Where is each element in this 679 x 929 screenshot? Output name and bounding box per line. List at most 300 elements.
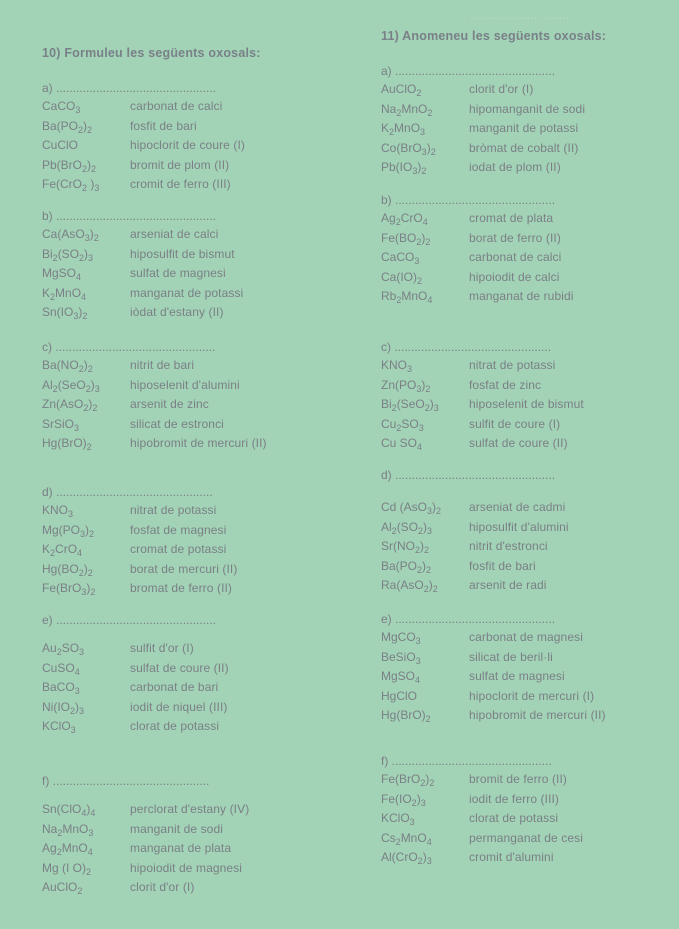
compound-row xyxy=(381,669,565,689)
formula: $KNO_3$ xyxy=(42,503,74,519)
subscript: 2 xyxy=(417,564,423,575)
compound-name: arseniat de calci xyxy=(130,227,219,241)
subscript: 2 xyxy=(425,383,431,394)
compound-name: clorit d'or (I) xyxy=(469,82,534,96)
compound-row xyxy=(42,581,233,601)
formula: Cu $SO_4$ xyxy=(381,436,423,453)
formula: Fe(CrO$_2$ )$_3$ xyxy=(42,177,100,194)
compound-name: iodit de niquel (III) xyxy=(130,699,228,714)
subscript: 3 xyxy=(421,146,427,157)
compound-name: silicat de beril·li xyxy=(469,649,553,664)
compound-name: nitrat de potassi xyxy=(130,503,217,517)
compound-name: arsenit de radi xyxy=(469,578,547,593)
left-section-e xyxy=(42,613,229,739)
compound-name: silicat de estronci xyxy=(130,416,224,431)
compound-name: carbonat de calci xyxy=(130,99,223,113)
formula: $Rb_2MnO_4$ xyxy=(381,289,433,306)
compound-name: borat de ferro (II) xyxy=(469,230,561,245)
compound-name: iòdat d'estany (II) xyxy=(130,305,224,320)
subscript: 4 xyxy=(74,666,80,677)
compound-row xyxy=(42,377,240,398)
subscript: 3 xyxy=(412,166,418,177)
compound-row xyxy=(42,802,250,822)
section-label: c) ............................................... xyxy=(381,340,552,354)
compound-name: cromat de potassi xyxy=(130,542,227,557)
subscript: 3 xyxy=(433,403,439,414)
compound-name: hiposelenit d'alumini xyxy=(130,377,240,392)
left-section-f xyxy=(42,774,250,900)
compound-row xyxy=(381,519,569,540)
subscript: 2 xyxy=(56,847,62,858)
compound-row xyxy=(381,850,552,870)
subscript: 2 xyxy=(395,217,401,227)
subscript: 2 xyxy=(391,525,397,536)
subscript: 2 xyxy=(91,163,97,174)
compound-row xyxy=(42,522,227,543)
formula: $Ba(PO_2)_2$ xyxy=(42,118,93,135)
compound-name: sulfat de coure (II) xyxy=(469,436,568,451)
compound-row xyxy=(381,559,555,579)
subscript: 3 xyxy=(68,509,74,519)
subscript: 3 xyxy=(407,364,413,374)
formula: $Fe(IO_2)_3$ xyxy=(381,791,426,808)
formula: $Mg(PO_3)_2$ xyxy=(42,522,95,539)
compound-name: carbonat de bari xyxy=(130,680,219,695)
subscript: 2 xyxy=(56,647,62,657)
compound-row xyxy=(381,397,584,417)
formula: $Pb(BrO_2)_2$ xyxy=(42,157,97,174)
compound-name: sulfat de magnesi xyxy=(469,669,565,684)
formula: $Cs_2MnO_4$ xyxy=(381,830,432,847)
left-section-b xyxy=(42,209,244,325)
right-section-e xyxy=(381,612,606,728)
subscript: 2 xyxy=(426,564,432,575)
compound-name: clorat de potassi xyxy=(130,719,220,734)
compound-row xyxy=(381,358,556,378)
formula: MgSO$_4$ xyxy=(381,669,421,686)
subscript: 2 xyxy=(418,525,424,536)
formula: $Al_2(SO_2)_3$ xyxy=(381,519,433,536)
subscript: 3 xyxy=(70,725,76,736)
compound-name: manganat de potassi xyxy=(130,285,244,300)
compound-row xyxy=(42,138,246,158)
subscript: 3 xyxy=(84,233,90,243)
subscript: 3 xyxy=(75,105,81,115)
subscript: 2 xyxy=(85,383,91,394)
formula: CaCO$_3$ xyxy=(381,250,420,267)
compound-row xyxy=(42,227,219,247)
compound-row xyxy=(381,101,586,122)
watermark: ......... ......... ........ xyxy=(470,10,570,22)
compound-name: manganit de sodi xyxy=(130,821,223,836)
compound-row xyxy=(42,561,238,582)
section-label: f) ................................................ xyxy=(381,754,552,768)
compound-name: hipoclorit de coure (I) xyxy=(130,138,246,153)
subscript: 2 xyxy=(424,403,430,414)
compound-row xyxy=(381,160,561,180)
section-label: a) ................................................ xyxy=(42,81,217,95)
compound-row xyxy=(381,378,551,398)
formula: $Fe(BO_2)_2$ xyxy=(381,230,431,247)
formula: CaCO$_3$ xyxy=(42,99,81,115)
formula: BeSiO$_3$ xyxy=(381,649,421,666)
formula: $Sn(IO_3)_2$ xyxy=(42,305,88,322)
subscript: 3 xyxy=(73,311,79,322)
subscript: 2 xyxy=(395,836,401,847)
subscript: 2 xyxy=(78,364,84,374)
formula: $Co(BrO_3)_2$ xyxy=(381,140,436,157)
section-label: c) ................................................ xyxy=(42,340,216,354)
compound-name: clorat de potassi xyxy=(469,811,559,826)
compound-row xyxy=(381,416,561,437)
compound-name: fosfat de magnesi xyxy=(130,522,227,537)
formula: $Ra(AsO_2)_2$ xyxy=(381,578,438,595)
compound-name: carbonat de magnesi xyxy=(469,630,583,644)
compound-row xyxy=(42,157,230,178)
right-section-c xyxy=(381,340,584,456)
subscript: 3 xyxy=(88,252,94,263)
subscript: 2 xyxy=(427,107,433,118)
compound-row xyxy=(42,542,227,562)
subscript: 3 xyxy=(74,686,80,697)
compound-row xyxy=(381,269,560,290)
compound-name: sulfat de magnesi xyxy=(130,266,226,281)
subscript: 2 xyxy=(87,567,93,578)
compound-name: bròmat de cobalt (II) xyxy=(469,140,579,155)
subscript: 3 xyxy=(427,506,433,516)
right-section-f xyxy=(381,754,583,870)
subscript: 3 xyxy=(427,525,433,536)
subscript: 2 xyxy=(82,183,88,194)
compound-name: cromit d'alumini xyxy=(469,850,554,865)
compound-row xyxy=(381,772,568,792)
subscript: 3 xyxy=(94,383,100,394)
compound-name: permanganat de cesi xyxy=(469,830,583,845)
formula: $Bi_2(SeO_2)_3$ xyxy=(381,397,439,414)
compound-row xyxy=(42,821,223,842)
formula: $Al(CrO_2)_3$ xyxy=(381,850,432,867)
subscript: 4 xyxy=(76,272,82,283)
subscript: 3 xyxy=(415,655,421,666)
subscript: 2 xyxy=(396,295,402,306)
compound-row xyxy=(381,140,579,161)
subscript: 4 xyxy=(427,295,433,306)
subscript: 3 xyxy=(420,127,426,138)
compound-row xyxy=(381,230,561,251)
compound-row xyxy=(42,416,224,437)
compound-row xyxy=(42,880,209,900)
subscript: 3 xyxy=(94,183,100,194)
compound-name: carbonat de calci xyxy=(469,250,562,265)
compound-name: nitrit de bari xyxy=(130,358,195,372)
formula: $Zn(PO_3)_2$ xyxy=(381,377,431,394)
formula: $Fe(BrO_3)_2$ xyxy=(42,581,96,598)
formula: CuSO$_4$ xyxy=(42,660,80,677)
compound-row xyxy=(42,436,267,456)
compound-row xyxy=(381,211,555,231)
compound-row xyxy=(42,719,220,739)
subscript: 2 xyxy=(416,236,422,247)
compound-name: cromit de ferro (III) xyxy=(130,177,231,192)
formula: AuClO$_2$ xyxy=(381,82,422,98)
subscript: 3 xyxy=(74,422,80,433)
subscript: 4 xyxy=(87,847,93,858)
compound-name: cromat de plata xyxy=(469,211,554,225)
subscript: 2 xyxy=(423,584,429,595)
formula: $Ba(NO_2)_2$ xyxy=(42,358,93,374)
subscript: 2 xyxy=(50,291,56,302)
subscript: 2 xyxy=(57,827,63,838)
subscript: 4 xyxy=(77,548,83,559)
formula: SrSiO$_3$ xyxy=(42,416,80,433)
formula: $Zn(AsO_2)_2$ xyxy=(42,397,98,414)
compound-row xyxy=(381,811,559,831)
compound-row xyxy=(42,680,219,700)
section-label: f) ............................................... xyxy=(42,774,210,788)
compound-name: clorit d'or (I) xyxy=(130,880,195,895)
formula: $Cu_2SO_3$ xyxy=(381,416,424,433)
compound-row xyxy=(381,250,562,270)
compound-row xyxy=(42,358,215,378)
compound-name: fosfat de zinc xyxy=(469,377,542,392)
subscript: 2 xyxy=(70,705,76,716)
exercise-11-title: 11) Anomeneu les següents oxosals: xyxy=(381,29,607,43)
compound-name: hipoiodit de calci xyxy=(469,269,560,284)
subscript: 2 xyxy=(83,403,89,414)
formula: AuClO$_2$ xyxy=(42,880,83,897)
subscript: 2 xyxy=(86,442,92,453)
compound-name: iodit de ferro (III) xyxy=(469,791,560,806)
compound-row xyxy=(42,119,216,139)
subscript: 3 xyxy=(418,422,424,433)
compound-name: manganat de plata xyxy=(130,841,232,856)
compound-row xyxy=(381,500,566,520)
subscript: 3 xyxy=(88,827,94,838)
subscript: 3 xyxy=(409,817,415,828)
formula: $Hg(BO_2)_2$ xyxy=(42,561,93,578)
compound-row xyxy=(42,860,243,881)
subscript: 3 xyxy=(426,856,432,867)
compound-row xyxy=(381,688,595,709)
formula: $K_2CrO_4$ xyxy=(42,542,83,559)
compound-row xyxy=(381,436,568,456)
subscript: 3 xyxy=(80,528,86,539)
subscript: 2 xyxy=(424,545,430,556)
compound-name: sulfat de coure (II) xyxy=(130,660,229,675)
subscript: 3 xyxy=(79,705,85,716)
formula: CuClO xyxy=(42,138,79,153)
formula: $Al_2(SeO_2)_3$ xyxy=(42,377,100,394)
subscript: 4 xyxy=(415,675,421,686)
compound-row xyxy=(42,841,232,861)
formula: $Hg(BrO)_2$ xyxy=(42,436,92,453)
left-section-d xyxy=(42,485,238,601)
subscript: 4 xyxy=(81,808,87,818)
section-label: b) ................................................ xyxy=(42,209,217,223)
section-label: b) ................................................ xyxy=(381,193,556,207)
subscript: 4 xyxy=(417,442,423,453)
compound-row xyxy=(381,630,583,650)
compound-row xyxy=(381,578,555,598)
compound-row xyxy=(381,650,555,670)
formula: Mg (I $O)_2$ xyxy=(42,860,92,877)
subscript: 2 xyxy=(52,383,58,394)
subscript: 4 xyxy=(426,836,432,847)
formula: $KNO_3$ xyxy=(381,358,413,374)
formula: $Pb(IO_3)_2$ xyxy=(381,160,427,177)
section-label: d) ............................................... xyxy=(42,485,213,499)
compound-name: sulfit de coure (I) xyxy=(469,416,561,431)
compound-name: arseniat de cadmi xyxy=(469,500,566,514)
left-section-a xyxy=(42,81,246,197)
subscript: 2 xyxy=(389,127,395,138)
formula: $Na_2MnO_2$ xyxy=(381,101,433,118)
compound-name: borat de mercuri (II) xyxy=(130,561,238,576)
compound-name: fosfit de bari xyxy=(130,118,197,133)
compound-row xyxy=(381,289,574,309)
section-label: d) ................................................ xyxy=(381,468,556,482)
right-section-d xyxy=(381,468,569,598)
formula: $Ca(IO)_2$ xyxy=(381,269,423,286)
formula: KClO$_3$ xyxy=(42,719,76,736)
formula: $Au_2SO_3$ xyxy=(42,641,85,657)
compound-name: nitrat de potassi xyxy=(469,358,556,372)
right-section-b xyxy=(381,193,574,309)
compound-row xyxy=(42,266,226,286)
compound-row xyxy=(381,708,606,728)
subscript: 2 xyxy=(82,163,88,174)
subscript: 2 xyxy=(425,236,431,247)
subscript: 2 xyxy=(87,364,93,374)
compound-row xyxy=(42,285,244,306)
compound-name: iodat de plom (II) xyxy=(469,160,561,175)
compound-name: hipobromit de mercuri (II) xyxy=(469,708,606,723)
compound-name: nitrit d'estronci xyxy=(469,539,548,554)
formula: $Fe(BrO_2)_2$ xyxy=(381,772,435,788)
compound-row xyxy=(42,699,228,720)
formula: $Na_2MnO_3$ xyxy=(42,821,94,838)
compound-name: hipoiodit de magnesi xyxy=(130,860,243,875)
subscript: 2 xyxy=(411,797,417,808)
section-label: e) ................................................ xyxy=(42,613,217,627)
subscript: 2 xyxy=(90,587,96,598)
subscript: 4 xyxy=(422,217,428,227)
formula: $Ca(AsO_3)_2$ xyxy=(42,227,99,243)
formula: $Ag_2CrO_4$ xyxy=(381,211,428,227)
subscript: 2 xyxy=(82,311,88,322)
subscript: 2 xyxy=(391,403,397,414)
subscript: 2 xyxy=(396,107,402,118)
subscript: 3 xyxy=(416,383,422,394)
formula: $K_2MnO_4$ xyxy=(42,285,87,302)
compound-row xyxy=(42,503,217,523)
compound-name: bromit de ferro (II) xyxy=(469,772,568,786)
compound-name: hipobromit de mercuri (II) xyxy=(130,436,267,451)
formula: $Hg(BrO)_2$ xyxy=(381,708,431,725)
compound-row xyxy=(42,99,223,119)
subscript: 2 xyxy=(77,886,83,897)
formula: $Bi_2(SO_2)_3$ xyxy=(42,246,94,263)
compound-name: hipomanganit de sodi xyxy=(469,101,586,116)
compound-name: manganat de rubidi xyxy=(469,289,574,304)
compound-name: bromat de ferro (II) xyxy=(130,581,233,596)
left-section-c xyxy=(42,340,267,456)
formula: MgCO$_3$ xyxy=(381,630,421,646)
compound-row xyxy=(42,246,235,267)
formula: HgClO xyxy=(381,688,418,703)
formula: BaCO$_3$ xyxy=(42,680,80,697)
subscript: 2 xyxy=(420,778,426,788)
formula: $K_2MnO_3$ xyxy=(381,121,426,138)
formula: KClO$_3$ xyxy=(381,811,415,828)
subscript: 4 xyxy=(90,808,96,818)
section-label: a) ................................................ xyxy=(381,64,556,78)
formula: $Ag_2MnO_4$ xyxy=(42,841,93,858)
subscript: 2 xyxy=(430,146,436,157)
compound-row xyxy=(381,121,579,141)
subscript: 2 xyxy=(89,528,95,539)
subscript: 2 xyxy=(421,166,427,177)
subscript: 2 xyxy=(416,88,422,98)
compound-name: hipoclorit de mercuri (I) xyxy=(469,688,595,703)
subscript: 2 xyxy=(78,567,84,578)
compound-row xyxy=(42,305,224,325)
compound-row xyxy=(381,791,560,812)
compound-name: bromit de plom (II) xyxy=(130,157,230,172)
formula: $Sn(ClO_4)_4$ xyxy=(42,802,96,818)
compound-row xyxy=(381,830,583,851)
subscript: 2 xyxy=(92,403,98,414)
subscript: 2 xyxy=(86,866,92,877)
subscript: 2 xyxy=(415,545,421,556)
subscript: 3 xyxy=(81,587,87,598)
compound-row xyxy=(381,82,555,102)
subscript: 2 xyxy=(93,233,99,243)
compound-name: hiposelenit de bismut xyxy=(469,397,584,412)
formula: $Ni(IO_2)_3$ xyxy=(42,699,85,716)
compound-row xyxy=(42,641,216,661)
compound-name: sulfit d'or (I) xyxy=(130,641,194,655)
compound-name: fosfit de bari xyxy=(469,558,536,573)
subscript: 2 xyxy=(78,124,84,135)
compound-row xyxy=(42,660,229,681)
compound-row xyxy=(42,397,215,417)
subscript: 2 xyxy=(52,252,58,263)
subscript: 2 xyxy=(87,124,93,135)
formula: MgSO$_4$ xyxy=(42,266,82,283)
exercise-10-title: 10) Formuleu les següents oxosals: xyxy=(42,46,261,60)
subscript: 2 xyxy=(50,548,56,559)
subscript: 2 xyxy=(432,584,438,595)
subscript: 2 xyxy=(429,778,435,788)
subscript: 2 xyxy=(425,714,431,725)
compound-name: arsenit de zinc xyxy=(130,397,209,412)
formula: Cd $(AsO_3)_2$ xyxy=(381,500,442,516)
subscript: 2 xyxy=(417,275,423,286)
compound-name: manganit de potassi xyxy=(469,121,579,136)
right-section-a xyxy=(381,64,586,180)
compound-name: hiposulfit de bismut xyxy=(130,246,235,261)
section-label: e) ................................................ xyxy=(381,612,556,626)
subscript: 3 xyxy=(415,636,421,646)
subscript: 2 xyxy=(79,252,85,263)
subscript: 4 xyxy=(81,291,87,302)
subscript: 2 xyxy=(436,506,442,516)
compound-row xyxy=(42,177,231,197)
compound-row xyxy=(381,539,555,559)
subscript: 2 xyxy=(396,422,402,433)
subscript: 3 xyxy=(420,797,426,808)
